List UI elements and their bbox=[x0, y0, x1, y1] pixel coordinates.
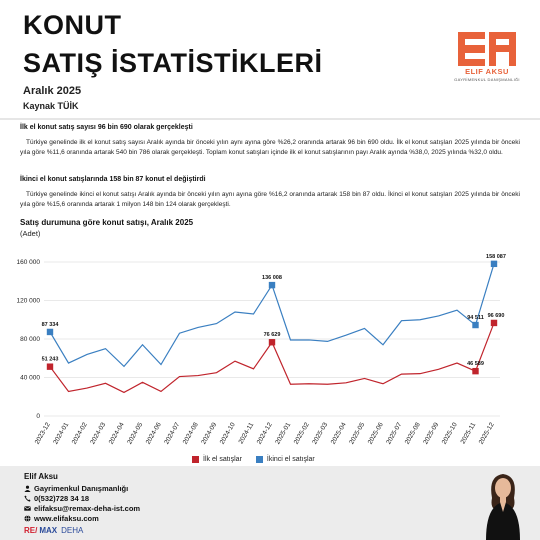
data-label: 136 008 bbox=[262, 275, 282, 282]
agent-photo bbox=[478, 468, 528, 540]
x-tick-label: 2025-12 bbox=[477, 421, 496, 446]
x-tick-label: 2025-11 bbox=[459, 421, 478, 446]
legend-swatch-second-hand bbox=[256, 456, 263, 463]
data-label: 94 511 bbox=[467, 315, 484, 322]
x-tick-label: 2024-11 bbox=[237, 421, 256, 446]
globe-icon bbox=[24, 515, 31, 522]
chart-title: Satış durumuna göre konut satışı, Aralık 2025 bbox=[20, 218, 194, 227]
x-tick-label: 2024-08 bbox=[181, 421, 200, 446]
x-tick-label: 2025-05 bbox=[348, 421, 367, 446]
agent-role-line bbox=[24, 484, 128, 493]
section1-text: Türkiye genelinde ilk el konut satış sayısı Aralık ayında bir önceki yılın aynı ayına göre %26,2 oranında artarak 96 bin 690 oldu. İlk el konut satışları 2025 yılında bir önceki yıla göre %11,6 oranında artarak 540 bin 786 olarak gerçekleşti. Toplam konut satışları içinde ilk el konut satışlarının payı Aralık ayında %38,0, 2025 yılında %32,0 oldu. bbox=[20, 139, 520, 156]
section2-heading: İkinci el konut satışlarında 158 bin 87 konut el değiştirdi bbox=[20, 176, 206, 183]
section1-heading: İlk el konut satış sayısı 96 bin 690 olarak gerçekleşti bbox=[20, 124, 193, 131]
title-line-1: KONUT bbox=[23, 10, 122, 40]
sales-line-chart bbox=[0, 240, 540, 470]
y-tick-label: 120 000 bbox=[16, 297, 40, 305]
brand-logo bbox=[452, 32, 522, 84]
data-label: 87 334 bbox=[41, 321, 59, 328]
legend-item-second-hand bbox=[256, 456, 315, 463]
x-tick-label: 2025-04 bbox=[329, 421, 348, 446]
agent-role: Gayrimenkul Danışmanlığı bbox=[34, 484, 129, 493]
header-divider bbox=[0, 118, 540, 120]
x-tick-label: 2024-09 bbox=[200, 421, 219, 446]
data-point-marker bbox=[472, 368, 478, 374]
x-tick-label: 2024-06 bbox=[144, 421, 163, 446]
y-tick-label: 160 000 bbox=[16, 259, 40, 267]
legend-label-first-hand: İlk el satışlar bbox=[203, 456, 242, 463]
data-point-marker bbox=[472, 322, 478, 328]
x-tick-label: 2024-02 bbox=[70, 421, 89, 446]
data-point-marker bbox=[47, 363, 53, 369]
data-label: 158 087 bbox=[486, 253, 506, 260]
data-label: 46 589 bbox=[467, 361, 484, 368]
x-tick-label: 2025-09 bbox=[422, 421, 441, 446]
data-point-marker bbox=[269, 282, 275, 288]
remax-office: DEHA bbox=[61, 526, 84, 535]
y-tick-label: 40 000 bbox=[20, 374, 40, 382]
x-tick-label: 2024-10 bbox=[218, 421, 237, 446]
chart-legend bbox=[192, 456, 315, 463]
data-point-marker bbox=[491, 320, 497, 326]
x-tick-label: 2025-10 bbox=[440, 421, 459, 446]
y-tick-label: 80 000 bbox=[20, 336, 40, 344]
website-url[interactable]: www.elifaksu.com bbox=[34, 514, 99, 523]
title-line-2: SATIŞ İSTATİSTİKLERİ bbox=[23, 48, 323, 78]
x-tick-label: 2024-01 bbox=[52, 421, 71, 446]
x-tick-label: 2023-12 bbox=[33, 421, 52, 446]
remax-logo bbox=[24, 526, 83, 535]
x-tick-label: 2024-07 bbox=[163, 421, 182, 446]
x-tick-label: 2024-03 bbox=[89, 421, 108, 446]
data-point-marker bbox=[269, 339, 275, 345]
logo-tagline: GAYRİMENKUL DANIŞMANLIĞI bbox=[454, 77, 520, 82]
report-period: Aralık 2025 bbox=[23, 85, 82, 97]
legend-item-first-hand bbox=[192, 456, 242, 463]
x-tick-label: 2025-07 bbox=[385, 421, 404, 446]
data-label: 76 629 bbox=[263, 332, 281, 339]
data-source: Kaynak TÜİK bbox=[23, 101, 79, 111]
x-tick-label: 2025-06 bbox=[366, 421, 385, 446]
data-label: 51 243 bbox=[41, 356, 59, 363]
x-tick-label: 2025-01 bbox=[274, 421, 293, 446]
legend-label-second-hand: İkinci el satışlar bbox=[266, 456, 315, 463]
x-tick-label: 2024-12 bbox=[255, 421, 274, 446]
footer bbox=[0, 466, 540, 540]
x-tick-label: 2024-04 bbox=[107, 421, 126, 446]
website-line[interactable] bbox=[24, 514, 99, 523]
phone-line[interactable] bbox=[24, 494, 89, 503]
data-point-marker bbox=[491, 261, 497, 267]
remax-re: RE/ bbox=[24, 526, 38, 535]
logo-name: ELIF AKSU bbox=[465, 67, 509, 76]
x-tick-label: 2024-05 bbox=[126, 421, 145, 446]
data-point-marker bbox=[47, 329, 53, 335]
email-address[interactable]: elifaksu@remax-deha-ist.com bbox=[34, 504, 141, 513]
x-tick-label: 2025-03 bbox=[311, 421, 330, 446]
header bbox=[0, 0, 540, 118]
agent-name: Elif Aksu bbox=[24, 472, 58, 481]
x-tick-label: 2025-08 bbox=[403, 421, 422, 446]
phone-icon bbox=[24, 495, 31, 502]
section2-text: Türkiye genelinde ikinci el konut satışı Aralık ayında bir önceki yılın aynı ayına göre %16,2 oranında artarak 158 bin 87 oldu. İkinci el konut satışları 2025 yılında bir önceki yıla göre %15,6 oranında artarak 1 milyon 148 bin 124 olarak gerçekleşti. bbox=[20, 191, 520, 208]
data-label: 96 690 bbox=[487, 312, 505, 319]
ea-monogram-icon bbox=[458, 32, 516, 66]
person-icon bbox=[24, 485, 31, 492]
legend-swatch-first-hand bbox=[192, 456, 199, 463]
email-line[interactable] bbox=[24, 504, 140, 513]
x-tick-label: 2025-02 bbox=[292, 421, 311, 446]
phone-number[interactable]: 0(532)728 34 18 bbox=[34, 494, 90, 503]
y-tick-label: 0 bbox=[36, 413, 40, 421]
email-icon bbox=[24, 505, 31, 512]
remax-max: MAX bbox=[39, 526, 58, 535]
chart-unit: (Adet) bbox=[20, 229, 41, 238]
